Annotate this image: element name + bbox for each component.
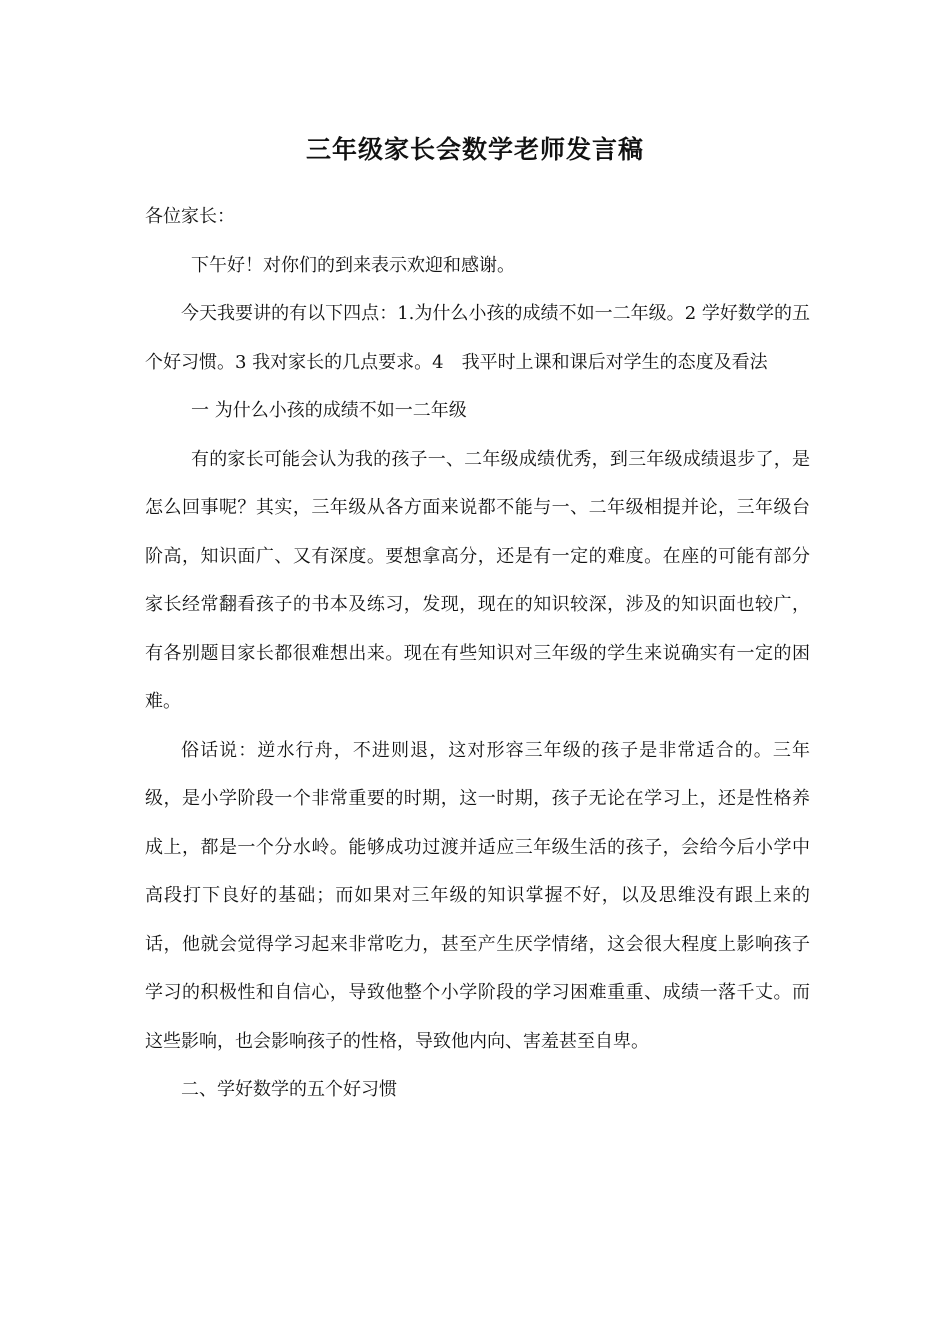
body-paragraph: 有的家长可能会认为我的孩子一、二年级成绩优秀，到三年级成绩退步了，是怎么回事呢？其实，三年级从各方面来说都不能与一、二年级相提并论，三年级台阶高，知识面广、又有深度。要想拿高分，还是有一定的难度。在座的可能有部分家长经常翻看孩子的书本及练习，发现，现在的知识较深，涉及的知识面也较广，有各别题目家长都很难想出来。现在有些知识对三年级的学生来说确实有一定的困难。 <box>145 448 810 712</box>
greeting-paragraph: 下午好！对你们的到来表示欢迎和感谢。 <box>191 254 515 276</box>
body-paragraph: 俗话说：逆水行舟，不进则退，这对形容三年级的孩子是非常适合的。三年级，是小学阶段一个非常重要的时期，这一时期，孩子无论在学习上，还是性格养成上，都是一个分水岭。能够成功过渡并适应三年级生活的孩子，会给今后小学中高段打下良好的基础；而如果对三年级的知识掌握不好，以及思维没有跟上来的话，他就会觉得学习起来非常吃力，甚至产生厌学情绪，这会很大程度上影响孩子学习的积极性和自信心，导致他整个小学阶段的学习困难重重、成绩一落千丈。而这些影响，也会影响孩子的性格，导致他内向、害羞甚至自卑。 <box>145 739 810 1052</box>
document-body <box>145 193 810 1115</box>
agenda-paragraph: 今天我要讲的有以下四点：1.为什么小孩的成绩不如一二年级。2 学好数学的五个好习惯。3 我对家长的几点要求。4 我平时上课和课后对学生的态度及看法 <box>145 303 810 373</box>
salutation: 各位家长： <box>145 206 235 227</box>
section-heading-2: 二、学好数学的五个好习惯 <box>181 1079 397 1100</box>
section-heading-1: 一 为什么小孩的成绩不如一二年级 <box>191 400 467 421</box>
document-title: 三年级家长会数学老师发言稿 <box>305 135 644 164</box>
